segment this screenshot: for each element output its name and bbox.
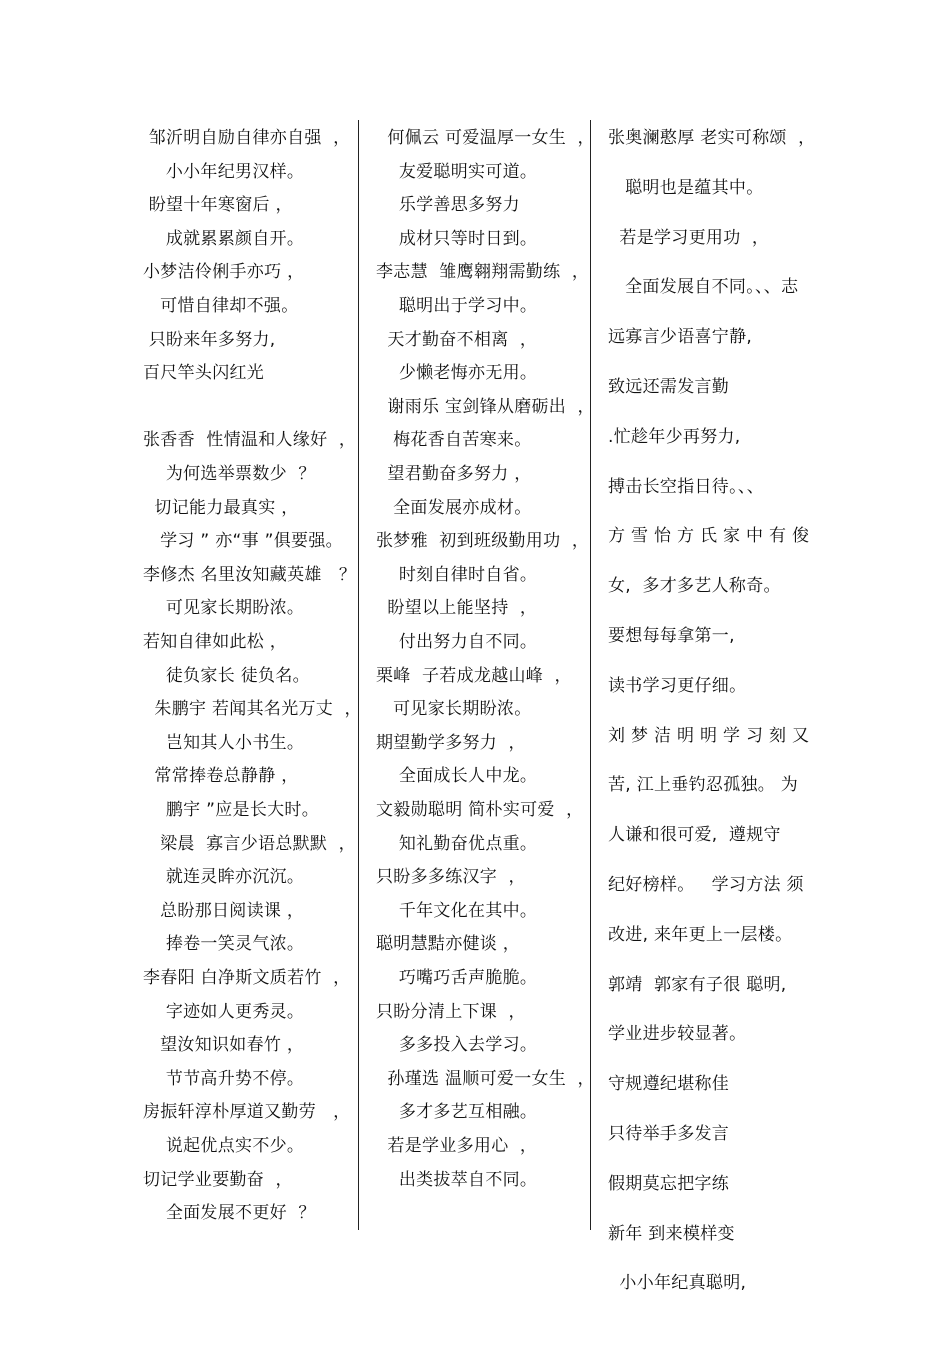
comment-line: 郭靖 郭家有子很 聪明, (608, 974, 787, 995)
comment-line: 友爱聪明实可道。 (376, 161, 538, 182)
comment-line: 何佩云 可爱温厚一女生 ， (376, 128, 595, 148)
comment-line: 假期莫忘把字练 (608, 1173, 730, 1194)
comment-line: 捧卷一笑灵气浓。 (143, 934, 305, 955)
comment-line: 张奥澜憨厚 老实可称颂 ， (608, 128, 816, 148)
comment-line: 若是学业多用心 ， (376, 1136, 538, 1156)
comment-line: 字迹如人更秀灵。 (143, 1001, 305, 1022)
comment-line: 若知自律如此松 ， (143, 632, 288, 652)
comment-line: 常常捧卷总静静 ， (143, 766, 299, 787)
comment-line: 天才勤奋不相离 ， (376, 329, 538, 350)
comment-line: 要想每每拿第一, (608, 626, 735, 646)
comment-line: 刘 梦 洁 明 明 学 习 刻 又 (608, 725, 810, 746)
comment-line: 苦, 江上垂钓忍孤独。 为 (608, 775, 799, 796)
comment-line: 时刻自律时自省。 (376, 564, 538, 585)
comment-line: 小小年纪真聪明, (608, 1273, 747, 1294)
comment-line: 守规遵纪堪称佳 (608, 1074, 730, 1095)
comment-line: 盼望十年寒窗后 ， (143, 195, 293, 216)
comment-line: 梁晨 寡言少语总默默 ， (143, 833, 356, 854)
comment-line: 徒负家长 徒负名。 (143, 665, 310, 686)
comment-line: 鹏宇 ”应是长大时。 (143, 800, 320, 820)
comment-line: 聪明出于学习中。 (376, 296, 538, 316)
comment-line: 期望勤学多努力 ， (376, 732, 526, 753)
comment-line: 远寡言少语喜宁静, (608, 327, 753, 348)
comment-line: 聪明也是蕴其中。 (608, 177, 764, 198)
comment-line: 全面发展不更好 ？ (143, 1203, 316, 1224)
comment-line: 张香香 性情温和人缘好 ， (143, 430, 357, 451)
comment-line: 总盼那日阅读课 ， (143, 900, 305, 921)
comment-line: 知礼勤奋优点重。 (376, 833, 538, 854)
comment-line: 李春阳 白净斯文质若竹 ， (143, 968, 351, 988)
comment-line: 孙瑾选 温顺可爱一女生 ， (376, 1068, 595, 1089)
comment-line: 李志慧 雏鹰翱翔需勤练 ， (376, 262, 590, 283)
comment-line: 栗峰 子若成龙越山峰 ， (376, 665, 572, 686)
comment-line: 谢雨乐 宝剑锋从磨砺出 ， (376, 396, 595, 417)
comment-line: 小梦洁伶俐手亦巧 ， (143, 262, 305, 283)
comment-line: 致远还需发言勤 (608, 377, 730, 397)
comment-line: 聪明慧黠亦健谈 ， (376, 934, 521, 955)
comment-line: 全面成长人中龙。 (376, 766, 538, 787)
comment-line: 只盼分清上下课 ， (376, 1001, 526, 1022)
comment-line: 切记学业要勤奋 ， (143, 1169, 293, 1190)
comment-line: 付出努力自不同。 (376, 632, 538, 652)
comment-line: 朱鹏宇 若闻其名光万丈 ， (143, 699, 362, 720)
comment-line: 纪好榜样。 学习方法 须 (608, 875, 804, 895)
comment-line: 就连灵眸亦沉沉。 (143, 867, 305, 888)
comment-line: 出类拔萃自不同。 (376, 1169, 538, 1190)
comment-line: 女, 多才多艺人称奇。 (608, 576, 781, 597)
comment-line: 多多投入去学习。 (376, 1035, 538, 1056)
comment-line: 成就累累颜自开。 (143, 228, 305, 249)
comment-line: 可惜自律却不强。 (143, 296, 299, 316)
comment-line: 只待举手多发言 (608, 1124, 730, 1144)
comment-line: 读书学习更仔细。 (608, 675, 747, 696)
comment-line: 学习 ” 亦“事 ”俱要强。 (143, 531, 343, 552)
comment-line: 搏击长空指日待。、、 (608, 476, 764, 497)
comment-line: 为何选举票数少 ？ (143, 464, 316, 484)
comment-line: 岂知其人小书生。 (143, 732, 305, 753)
comment-line: 李修杰 名里汝知藏英雄 ？ (143, 564, 357, 585)
comment-line: 望汝知识如春竹 ， (143, 1035, 305, 1056)
comment-line: 学业进步较显著。 (608, 1024, 747, 1045)
comment-line: 方 雪 怡 方 氏 家 中 有 俊 (608, 526, 810, 547)
comment-line: 全面发展亦成材。 (376, 497, 532, 518)
comment-line: 文毅勋聪明 简朴实可爱 ， (376, 800, 584, 820)
comment-line: 可见家长期盼浓。 (376, 699, 532, 720)
comment-line: 说起优点实不少。 (143, 1136, 305, 1156)
comment-line: 多才多艺互相融。 (376, 1102, 538, 1123)
comment-line: 梅花香自苦寒来。 (376, 430, 532, 451)
comment-line: 房振轩淳朴厚道又勤劳 ， (143, 1102, 351, 1123)
comment-line: 切记能力最真实 ， (143, 497, 299, 518)
comment-line: 改进, 来年更上一层楼。 (608, 924, 793, 945)
comment-line: 望君勤奋多努力 ， (376, 464, 532, 484)
column-divider-1 (358, 120, 359, 1230)
comment-line: 全面发展自不同。、、志 (608, 277, 799, 298)
comment-line: .忙趁年少再努力, (608, 426, 741, 447)
comment-line: 成材只等时日到。 (376, 228, 538, 249)
comment-line: 少懒老悔亦无用。 (376, 363, 538, 384)
comment-line: 人谦和很可爱, 遵规守 (608, 825, 781, 846)
comment-line: 只盼多多练汉字 ， (376, 867, 526, 888)
comment-line: 可见家长期盼浓。 (143, 598, 305, 619)
comment-line: 小小年纪男汉样。 (143, 161, 305, 182)
comment-line: 盼望以上能坚持 ， (376, 598, 538, 619)
comment-line: 新年 到来模样变 (608, 1223, 735, 1244)
comment-line: 只盼来年多努力, (143, 329, 276, 350)
comment-line: 巧嘴巧舌声脆脆。 (376, 968, 538, 988)
comment-line: 乐学善思多努力 (376, 195, 520, 216)
comment-line: 邹沂明自励自律亦自强 ， (143, 128, 351, 148)
comment-line: 张梦雅 初到班级勤用功 ， (376, 531, 590, 552)
comment-line: 千年文化在其中。 (376, 900, 538, 921)
comment-line: 节节高升势不停。 (143, 1068, 305, 1089)
comment-line: 若是学习更用功 ， (608, 227, 770, 248)
comment-line: 百尺竿头闪红光 (143, 363, 265, 384)
